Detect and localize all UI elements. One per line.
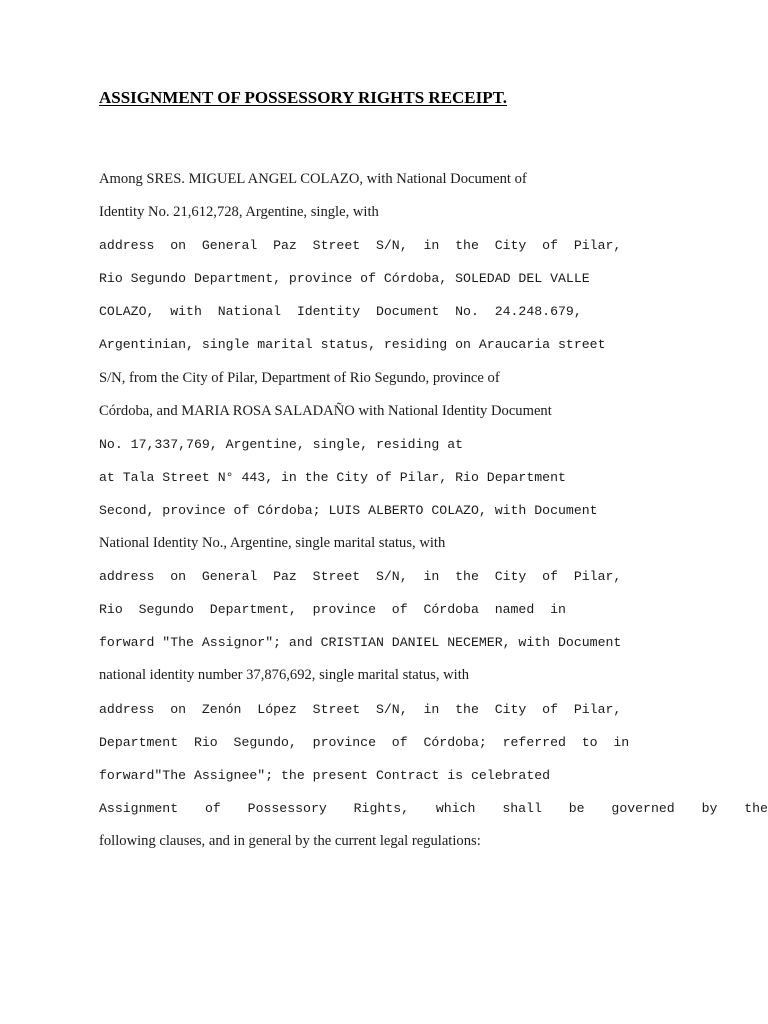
- body-line: National Identity No., Argentine, single marital status, with: [99, 535, 446, 552]
- justified-word: by: [701, 800, 718, 816]
- justified-word: shall: [502, 800, 542, 816]
- body-line-justified: [99, 792, 768, 825]
- body-line: Córdoba, and MARIA ROSA SALADAÑO with National Identity Document: [99, 402, 552, 419]
- body-line: Rio Segundo Department, province of Córdoba named in: [99, 602, 566, 618]
- body-line: No. 17,337,769, Argentine, single, residing at: [99, 436, 464, 452]
- justified-word: the: [744, 800, 768, 816]
- document-title: ASSIGNMENT OF POSSESSORY RIGHTS RECEIPT.: [99, 88, 507, 107]
- justified-word: Possessory: [247, 800, 327, 816]
- body-line: Second, province of Córdoba; LUIS ALBERTO COLAZO, with Document: [99, 502, 598, 518]
- body-line: at Tala Street N° 443, in the City of Pilar, Rio Department: [99, 469, 566, 485]
- body-line: Department Rio Segundo, province of Córdoba; referred to in: [99, 734, 630, 750]
- justified-word: which: [435, 800, 476, 816]
- justified-word: governed: [611, 800, 675, 816]
- justified-word: Assignment: [99, 800, 179, 816]
- justified-word: Rights,: [353, 800, 410, 816]
- body-line: address on General Paz Street S/N, in the City of Pilar,: [99, 569, 622, 585]
- body-line: forward "The Assignor"; and CRISTIAN DANIEL NECEMER, with Document: [99, 635, 622, 651]
- justified-word: of: [204, 800, 221, 816]
- body-line: address on Zenón López Street S/N, in the City of Pilar,: [99, 701, 622, 717]
- body-line: forward"The Assignee"; the present Contract is celebrated: [99, 767, 551, 783]
- body-line: national identity number 37,876,692, single marital status, with: [99, 667, 470, 684]
- body-line: following clauses, and in general by the current legal regulations:: [99, 832, 481, 849]
- justified-word: be: [568, 800, 585, 816]
- body-line: address on General Paz Street S/N, in the City of Pilar,: [99, 238, 622, 254]
- body-line: S/N, from the City of Pilar, Department of Rio Segundo, province of: [99, 369, 500, 386]
- body-line: Identity No. 21,612,728, Argentine, single, with: [99, 204, 379, 221]
- body-line: Argentinian, single marital status, residing on Araucaria street: [99, 337, 606, 353]
- document-body: [99, 163, 768, 858]
- body-line: Among SRES. MIGUEL ANGEL COLAZO, with National Document of: [99, 171, 527, 187]
- body-line: COLAZO, with National Identity Document No. 24.248.679,: [99, 304, 582, 320]
- body-line: Rio Segundo Department, province of Córdoba, SOLEDAD DEL VALLE: [99, 271, 590, 287]
